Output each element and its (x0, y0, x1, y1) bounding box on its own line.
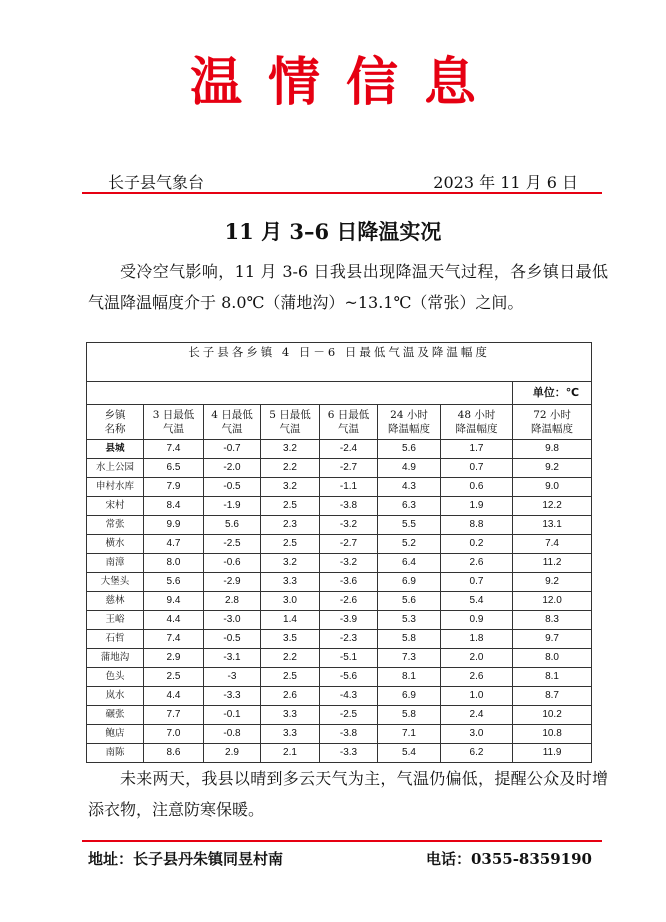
table-row (87, 611, 592, 630)
value-cell: -2.0 (204, 459, 261, 478)
value-cell: 4.4 (144, 687, 204, 706)
value-cell: 5.4 (441, 592, 513, 611)
value-cell: 3.2 (261, 478, 320, 497)
value-cell: 6.5 (144, 459, 204, 478)
value-cell: -3 (204, 668, 261, 687)
table-row (87, 744, 592, 763)
value-cell: 4.4 (144, 611, 204, 630)
value-cell: 1.0 (441, 687, 513, 706)
table-header-line: 名称 (104, 423, 126, 435)
value-cell: 5.6 (378, 592, 441, 611)
table-header-line: 48 小时 (457, 409, 496, 421)
township-name-cell: 慈林 (87, 592, 144, 611)
value-cell: -3.9 (320, 611, 378, 630)
value-cell: 3.0 (441, 725, 513, 744)
value-cell: 3.3 (261, 725, 320, 744)
value-cell: 13.1 (513, 516, 592, 535)
township-name-cell: 鲍店 (87, 725, 144, 744)
table-row (87, 592, 592, 611)
table-header-line: 气温 (163, 423, 184, 435)
table-header-line: 5 日最低 (269, 409, 311, 421)
footer-divider (82, 840, 602, 842)
value-cell: -3.1 (204, 649, 261, 668)
value-cell: -2.7 (320, 535, 378, 554)
table-header-line: 降温幅度 (455, 423, 498, 435)
value-cell: 8.4 (144, 497, 204, 516)
table-row (87, 459, 592, 478)
value-cell: 0.6 (441, 478, 513, 497)
value-cell: -3.2 (320, 516, 378, 535)
value-cell: 4.7 (144, 535, 204, 554)
value-cell: -0.5 (204, 478, 261, 497)
value-cell: 7.4 (144, 440, 204, 459)
value-cell: 9.9 (144, 516, 204, 535)
value-cell: 9.7 (513, 630, 592, 649)
table-header-cell (378, 405, 441, 440)
value-cell: 8.1 (378, 668, 441, 687)
value-cell: 6.3 (378, 497, 441, 516)
table-row (87, 554, 592, 573)
table-header-line: 气温 (338, 423, 359, 435)
value-cell: -3.6 (320, 573, 378, 592)
table-header-cell (441, 405, 513, 440)
value-cell: 2.6 (441, 668, 513, 687)
value-cell: 2.5 (261, 497, 320, 516)
table-unit: 单位：℃ (513, 382, 592, 405)
value-cell: 3.0 (261, 592, 320, 611)
value-cell: -3.3 (204, 687, 261, 706)
value-cell: 8.3 (513, 611, 592, 630)
value-cell: -3.8 (320, 497, 378, 516)
table-row (87, 478, 592, 497)
masthead-title: 温情信息 (189, 52, 502, 113)
temperature-table-wrap (86, 342, 591, 763)
table-spacer-row (87, 361, 592, 382)
township-name-cell: 色头 (87, 668, 144, 687)
issue-date: 2023 年 11 月 6 日 (433, 173, 578, 192)
value-cell: -0.5 (204, 630, 261, 649)
table-header-row (87, 405, 592, 440)
value-cell: 8.6 (144, 744, 204, 763)
value-cell: 1.9 (441, 497, 513, 516)
value-cell: 2.9 (144, 649, 204, 668)
value-cell: 5.2 (378, 535, 441, 554)
value-cell: 2.6 (441, 554, 513, 573)
value-cell: 9.8 (513, 440, 592, 459)
table-header-cell (144, 405, 204, 440)
temperature-table (86, 342, 592, 763)
value-cell: -5.6 (320, 668, 378, 687)
table-header-cell (261, 405, 320, 440)
value-cell: -0.6 (204, 554, 261, 573)
table-header-cell (204, 405, 261, 440)
value-cell: 3.2 (261, 554, 320, 573)
township-name-cell: 常张 (87, 516, 144, 535)
table-header-line: 气温 (221, 423, 243, 435)
table-unit-blank (87, 382, 513, 405)
value-cell: 2.6 (261, 687, 320, 706)
value-cell: 2.8 (204, 592, 261, 611)
headline: 11 月 3–6 日降温实况 (224, 219, 442, 244)
township-name-cell: 南漳 (87, 554, 144, 573)
value-cell: 11.2 (513, 554, 592, 573)
value-cell: 10.8 (513, 725, 592, 744)
table-row (87, 706, 592, 725)
table-header-cell (87, 405, 144, 440)
value-cell: 7.0 (144, 725, 204, 744)
value-cell: -2.5 (204, 535, 261, 554)
value-cell: 3.5 (261, 630, 320, 649)
value-cell: 0.9 (441, 611, 513, 630)
value-cell: 7.4 (144, 630, 204, 649)
value-cell: 7.7 (144, 706, 204, 725)
value-cell: 2.5 (144, 668, 204, 687)
value-cell: 2.4 (441, 706, 513, 725)
table-row (87, 535, 592, 554)
table-caption-row (87, 343, 592, 362)
value-cell: 9.4 (144, 592, 204, 611)
township-name-cell: 蒲地沟 (87, 649, 144, 668)
township-name-cell: 南陈 (87, 744, 144, 763)
value-cell: 4.9 (378, 459, 441, 478)
value-cell: 1.7 (441, 440, 513, 459)
table-row (87, 668, 592, 687)
value-cell: 5.8 (378, 706, 441, 725)
value-cell: 3.3 (261, 706, 320, 725)
value-cell: -3.8 (320, 725, 378, 744)
table-header-line: 气温 (279, 423, 301, 435)
table-header-line: 降温幅度 (531, 423, 574, 435)
value-cell: 8.7 (513, 687, 592, 706)
value-cell: 5.6 (144, 573, 204, 592)
township-name-cell: 申村水库 (87, 478, 144, 497)
value-cell: -1.1 (320, 478, 378, 497)
value-cell: 2.3 (261, 516, 320, 535)
table-row (87, 630, 592, 649)
value-cell: 5.3 (378, 611, 441, 630)
value-cell: 2.5 (261, 668, 320, 687)
value-cell: 6.4 (378, 554, 441, 573)
value-cell: 5.5 (378, 516, 441, 535)
value-cell: -2.3 (320, 630, 378, 649)
value-cell: 6.9 (378, 687, 441, 706)
value-cell: -2.6 (320, 592, 378, 611)
table-row (87, 687, 592, 706)
table-header-cell (513, 405, 592, 440)
value-cell: -5.1 (320, 649, 378, 668)
value-cell: -2.4 (320, 440, 378, 459)
value-cell: 6.2 (441, 744, 513, 763)
value-cell: 3.2 (261, 440, 320, 459)
footer-address: 地址：长子县丹朱镇同昱村南 (88, 850, 284, 868)
value-cell: 2.5 (261, 535, 320, 554)
table-unit-row (87, 382, 592, 405)
table-row (87, 516, 592, 535)
value-cell: -2.7 (320, 459, 378, 478)
table-caption: 长子县各乡镇 4 日－6 日最低气温及降温幅度 (87, 343, 592, 362)
value-cell: 5.6 (204, 516, 261, 535)
township-name-cell: 宋村 (87, 497, 144, 516)
value-cell: 3.3 (261, 573, 320, 592)
value-cell: 9.2 (513, 573, 592, 592)
value-cell: 8.0 (144, 554, 204, 573)
township-name-cell: 碾张 (87, 706, 144, 725)
township-name-cell: 岚水 (87, 687, 144, 706)
value-cell: 0.7 (441, 459, 513, 478)
township-name-cell: 横水 (87, 535, 144, 554)
table-row (87, 725, 592, 744)
value-cell: -3.3 (320, 744, 378, 763)
value-cell: -0.7 (204, 440, 261, 459)
value-cell: -2.9 (204, 573, 261, 592)
value-cell: 12.0 (513, 592, 592, 611)
value-cell: 1.8 (441, 630, 513, 649)
value-cell: 8.0 (513, 649, 592, 668)
value-cell: 2.2 (261, 649, 320, 668)
value-cell: 8.8 (441, 516, 513, 535)
table-header-line: 6 日最低 (327, 409, 370, 421)
value-cell: 7.3 (378, 649, 441, 668)
value-cell: 4.3 (378, 478, 441, 497)
value-cell: 2.0 (441, 649, 513, 668)
value-cell: 2.2 (261, 459, 320, 478)
table-row (87, 649, 592, 668)
value-cell: 5.6 (378, 440, 441, 459)
outlook-paragraph: 未来两天，我县以晴到多云天气为主，气温仍偏低，提醒公众及时增添衣物，注意防寒保暖。 (88, 769, 608, 819)
table-header-line: 乡镇 (104, 409, 126, 421)
value-cell: -1.9 (204, 497, 261, 516)
value-cell: 10.2 (513, 706, 592, 725)
value-cell: 2.1 (261, 744, 320, 763)
value-cell: -3.0 (204, 611, 261, 630)
value-cell: 7.4 (513, 535, 592, 554)
table-spacer (87, 361, 592, 382)
table-header-cell (320, 405, 378, 440)
table-header-line: 72 小时 (533, 409, 571, 421)
footer-phone: 电话：0355-8359190 (425, 850, 592, 868)
value-cell: 1.4 (261, 611, 320, 630)
table-header-line: 4 日最低 (211, 409, 253, 421)
table-header-line: 降温幅度 (388, 423, 430, 435)
value-cell: -2.5 (320, 706, 378, 725)
value-cell: -3.2 (320, 554, 378, 573)
value-cell: 12.2 (513, 497, 592, 516)
intro-paragraph: 受冷空气影响，11 月 3-6 日我县出现降温天气过程，各乡镇日最低气温降温幅度介于 8.0℃（蒲地沟）~13.1℃（常张）之间。 (88, 262, 608, 312)
value-cell: 5.8 (378, 630, 441, 649)
township-name-cell: 大堡头 (87, 573, 144, 592)
value-cell: 7.9 (144, 478, 204, 497)
value-cell: 0.2 (441, 535, 513, 554)
table-row (87, 497, 592, 516)
table-header-line: 24 小时 (390, 409, 428, 421)
township-name-cell: 石哲 (87, 630, 144, 649)
header-divider (82, 192, 602, 194)
value-cell: -4.3 (320, 687, 378, 706)
value-cell: 8.1 (513, 668, 592, 687)
value-cell: 9.0 (513, 478, 592, 497)
value-cell: -0.1 (204, 706, 261, 725)
value-cell: 7.1 (378, 725, 441, 744)
table-row (87, 440, 592, 459)
value-cell: 0.7 (441, 573, 513, 592)
value-cell: -0.8 (204, 725, 261, 744)
value-cell: 11.9 (513, 744, 592, 763)
value-cell: 9.2 (513, 459, 592, 478)
township-name-cell: 水上公园 (87, 459, 144, 478)
value-cell: 2.9 (204, 744, 261, 763)
table-header-line: 3 日最低 (152, 409, 195, 421)
value-cell: 6.9 (378, 573, 441, 592)
issuer: 长子县气象台 (108, 173, 205, 192)
township-name-cell: 王峪 (87, 611, 144, 630)
table-row (87, 573, 592, 592)
value-cell: 5.4 (378, 744, 441, 763)
township-name-cell: 县城 (87, 440, 144, 459)
